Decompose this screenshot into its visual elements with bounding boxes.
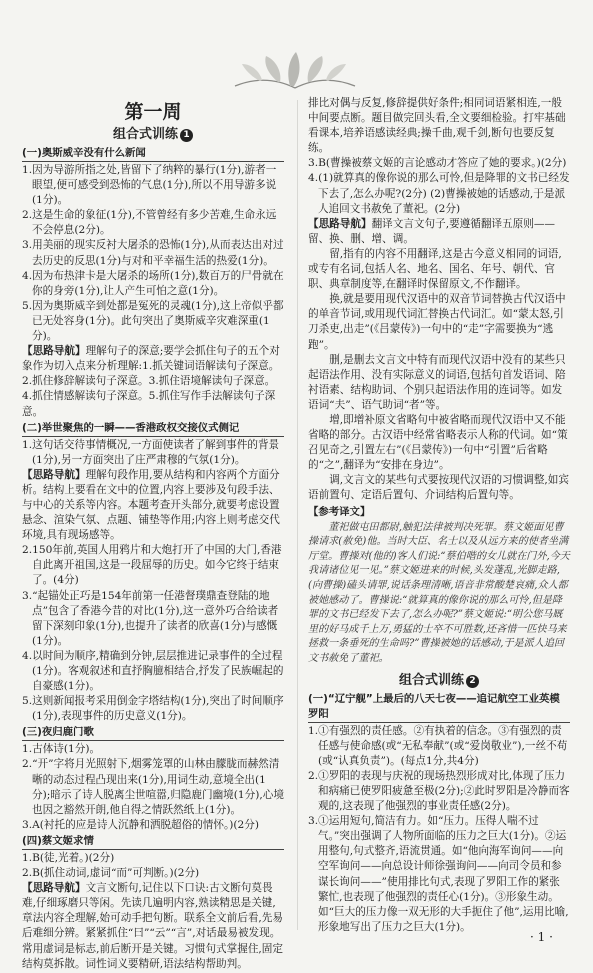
paragraph: 换,就是要用现代汉语中的双音节词替换古代汉语中的单音节词,或用现代词汇替换古代词汇。如“蒙太怒,引刀杀吏,出走”(《吕蒙传》)一句中的“走”字需要换为“逃跑”。 <box>308 293 566 351</box>
guide-note: 【思路导航】理解句段作用,要从结构和内容两个方面分析。结构上要看在文中的位置,内容上要涉及句段手法、与中心的关系等内容。本题考查开头部分,就要考虑设置悬念、渲染气氛、点题、铺垫等作用;内容上则考虑交代环境,具有现场感等。 <box>22 468 280 542</box>
answer-item: 4.因为布热津卡是大屠杀的场所(1分),数百万的尸骨就在你的身旁(1分),让人产生可怕之意(1分)。 <box>22 269 284 297</box>
guide-note: 【思路导航】文言文断句,记住以下口诀:古文断句莫畏难,仔细琢磨只等闲。先读几遍明内容,熟读精思是关键,章法内容全理解,始可动手把句断。联系全文前后看,先易后难细分辨。紧紧抓住“曰”“云”“言”,对话最易被发现。常用虚词是标志,前后断开是关键。习惯句式掌握住,固定结构莫拆散。词性词义要精研,语法结构帮助判。 <box>22 882 283 970</box>
section-heading: (一)“辽宁舰”上最后的八天七夜——追记航空工业英模罗阳 <box>308 692 570 723</box>
guide-note: 【思路导航】翻译文言文句子,要遵循翻译五原则——留、换、删、增、调。 <box>308 217 556 245</box>
section-heading: (二)举世聚焦的一瞬——香港政权交接仪式侧记 <box>22 421 284 437</box>
answer-item: 3.A(衬托的应是诗人沉静和洒脱超俗的情怀。)(2分) <box>22 818 260 831</box>
section-title: 组合式训练 2 <box>308 671 570 691</box>
section-heading: (四)蔡文姬求情 <box>22 834 284 850</box>
column-divider <box>297 100 298 930</box>
answer-item: 4.以时间为顺序,精确到分钟,层层推进记录事件的全过程(1分)。客观叙述和直抒胸臆相结合,抒发了民族崛起的自豪感(1分)。 <box>22 649 284 693</box>
number-badge: 1 <box>180 129 193 142</box>
section-title: 组合式训练 1 <box>22 125 284 145</box>
answer-item: 2.B(抓住动词,虚词“而”可判断。)(2分) <box>22 867 200 880</box>
paragraph: 增,即增补原文省略句中被省略而现代汉语中又不能省略的部分。古汉语中经常省略表示人称的代词。如“策召见奇之,引置左右”(《吕蒙传》)一句中“引置”后省略的“之”,翻译为“安排在身边”。 <box>308 413 568 472</box>
answer-item: 5.这则新闻报考采用倒金字塔结构(1分),突出了时间顺序(1分),表现事件的历史意义(1分)。 <box>22 695 284 723</box>
paragraph: 删,是删去文言文中特有而现代汉语中没有的某些只起语法作用、没有实际意义的词语,包括句首发语词、陪衬语素、结构助词、个别只起语法作用的连词等。如发语词“夫”、语气助词“者”等。 <box>308 353 566 411</box>
answer-item: 3.用美丽的现实反衬大屠杀的恐怖(1分),从而表达出对过去历史的反思(1分)与对和平幸福生活的热爱(1分)。 <box>22 239 284 267</box>
paragraph: 调,文言文的某些句式要按现代汉语的习惯调整,如宾语前置句、定语后置句、介词结构后置句等。 <box>308 474 569 502</box>
answer-item: 2.150年前,英国人用鸦片和大炮打开了中国的大门,香港自此离开祖国,这是一段屈辱的历史。如今它终于结束了。(4分) <box>22 544 282 587</box>
reference-label: 【参考译文】 <box>308 505 371 518</box>
paragraph: 留,指有的内容不用翻译,这是古今意义相同的词语,或专有名词,包括人名、地名、国名、年号、朝代、官职、典章制度等,在翻译时保留原文,不作翻译。 <box>308 247 562 291</box>
answer-item: 2.这是生命的象征(1分),不管曾经有多少苦难,生命永远不会停息(2分)。 <box>22 209 277 237</box>
answer-item: 2.①罗阳的表现与庆祝的现场热烈形成对比,体现了压力和病痛已使罗阳疲惫至极(2分);②此时罗阳是冷静而客观的,这表现了他强烈的事业责任感(2分)。 <box>308 769 570 813</box>
answer-item: 3.“起锚处正巧是154年前第一任港督璞鼎查登陆的地点”包含了香港今昔的对比(1分),这一意外巧合给读者留下深刻印象(1分),也提升了读者的欣喜(1分)与感慨(1分)。 <box>22 589 279 647</box>
answer-item: 3.①运用短句,简洁有力。如“压力。压得人喘不过气。”突出强调了人物所面临的压力之巨大(1分)。②运用整句,句式整齐,语流贯通。如“他向海军询问——向空军询问——向总设计师徐强询问——向司令员和参谋长询问——”使用排比句式,表现了罗阳工作的紧张繁忙,也表现了他强烈的责任心(1分)。③形象生动。如“巨大的压力像一双无形的大手扼住了他”,运用比喻,形象地写出了压力之巨大(1分)。 <box>308 815 569 933</box>
number-badge: 2 <box>466 675 479 688</box>
guide-note: 【思路导航】理解句子的深意;要学会抓住句子的五个对象作为切入点来分析理解:1.抓关键词语解读句子深意。2.抓住修辞解读句子深意。3.抓住语境解读句子深意。4.抓住情感解读句子深意。5.抓住写作手法解读句子深意。 <box>22 345 280 418</box>
answer-item: 1.B(徒,光着。)(2分) <box>22 851 115 864</box>
reference-translation: 董祀做屯田都尉,触犯法律被判决死罪。蔡文姬面见曹操请求(赦免)他。当时大臣、名士以及从远方来的使者坐满厅堂。曹操对(他的)客人们说:“蔡伯喈的女儿就在门外,今天我请诸位见一见。”蔡文姬进来的时候,头发蓬乱,光脚走路,(向曹操)磕头请罪,说话条理清晰,语音非常酸楚哀痛,众人都被她感动了。曹操说:“就算真的像你说的那么可怜,但是降罪的文书已经发下去了,怎么办呢?”蔡文姬说:“明公您马厩里的好马成千上万,勇猛的士卒不可胜数,还吝惜一匹快马来拯救一条垂死的生命吗?”曹操被她的话感动,于是派人追回文书赦免了董祀。 <box>308 521 570 664</box>
answer-item: 5.因为奥斯威辛到处都是冤死的灵魂(1分),这上帝似乎都已无处容身(1分)。此句突出了奥斯威辛灾难深重(1分)。 <box>22 299 284 343</box>
right-column <box>308 96 570 935</box>
section-heading: (三)夜归鹿门歌 <box>22 725 284 741</box>
answer-item: 1.古体诗(1分)。 <box>22 743 101 756</box>
answer-item: 1.①有强烈的责任感。②有执着的信念。③有强烈的责任感与使命感(或“无私奉献”(或“爱岗敬业”),一丝不苟(或“认真负责”)。(每点1分,共4分) <box>308 724 568 767</box>
answer-item: 4.(1)就算真的像你说的那么可怜,但是降罪的文书已经发下去了,怎么办呢?(2分) (2)曹操被她的话感动,于是派人追回文书赦免了董祀。(2分) <box>308 172 570 215</box>
section-heading: (一)奥斯威辛没有什么新闻 <box>22 146 284 162</box>
guide-continuation: 排比对偶与反复,修辞提供好条件;相同词语紧相连,一般中间要点断。题目做完回头看,全文要细检验。打牢基础看课本,培养语感读经典;操千曲,观千剑,断句也要反复练。 <box>308 97 566 155</box>
answer-item: 2.“开”字将月光照射下,烟雾笼罩的山林由朦胧而赫然清晰的动态过程凸现出来(1分),用词生动,意境全出(1分);暗示了诗人脱离尘世喧嚣,归隐鹿门幽境(1分),心境也因之豁然开朗,他自得之情跃然纸上(1分)。 <box>22 758 284 816</box>
page-number: · 1 · <box>530 930 553 944</box>
answer-item: 1.这句话交待事情概况,一方面使读者了解到事件的背景(1分),另一方面突出了庄严肃穆的气氛(1分)。 <box>22 438 280 466</box>
answer-item: 1.因为导游所指之处,皆留下了纳粹的暴行(1分),游者一眼望,便可感受到恐怖的气息(1分),所以不用导游多说(1分)。 <box>22 164 277 207</box>
left-column <box>22 100 284 972</box>
answer-item: 3.B(曹操被蔡文姬的言论感动才答应了她的要求。)(2分) <box>308 157 567 170</box>
page-title: 第一周 <box>124 101 182 123</box>
leaf-ornament-icon <box>230 48 360 94</box>
